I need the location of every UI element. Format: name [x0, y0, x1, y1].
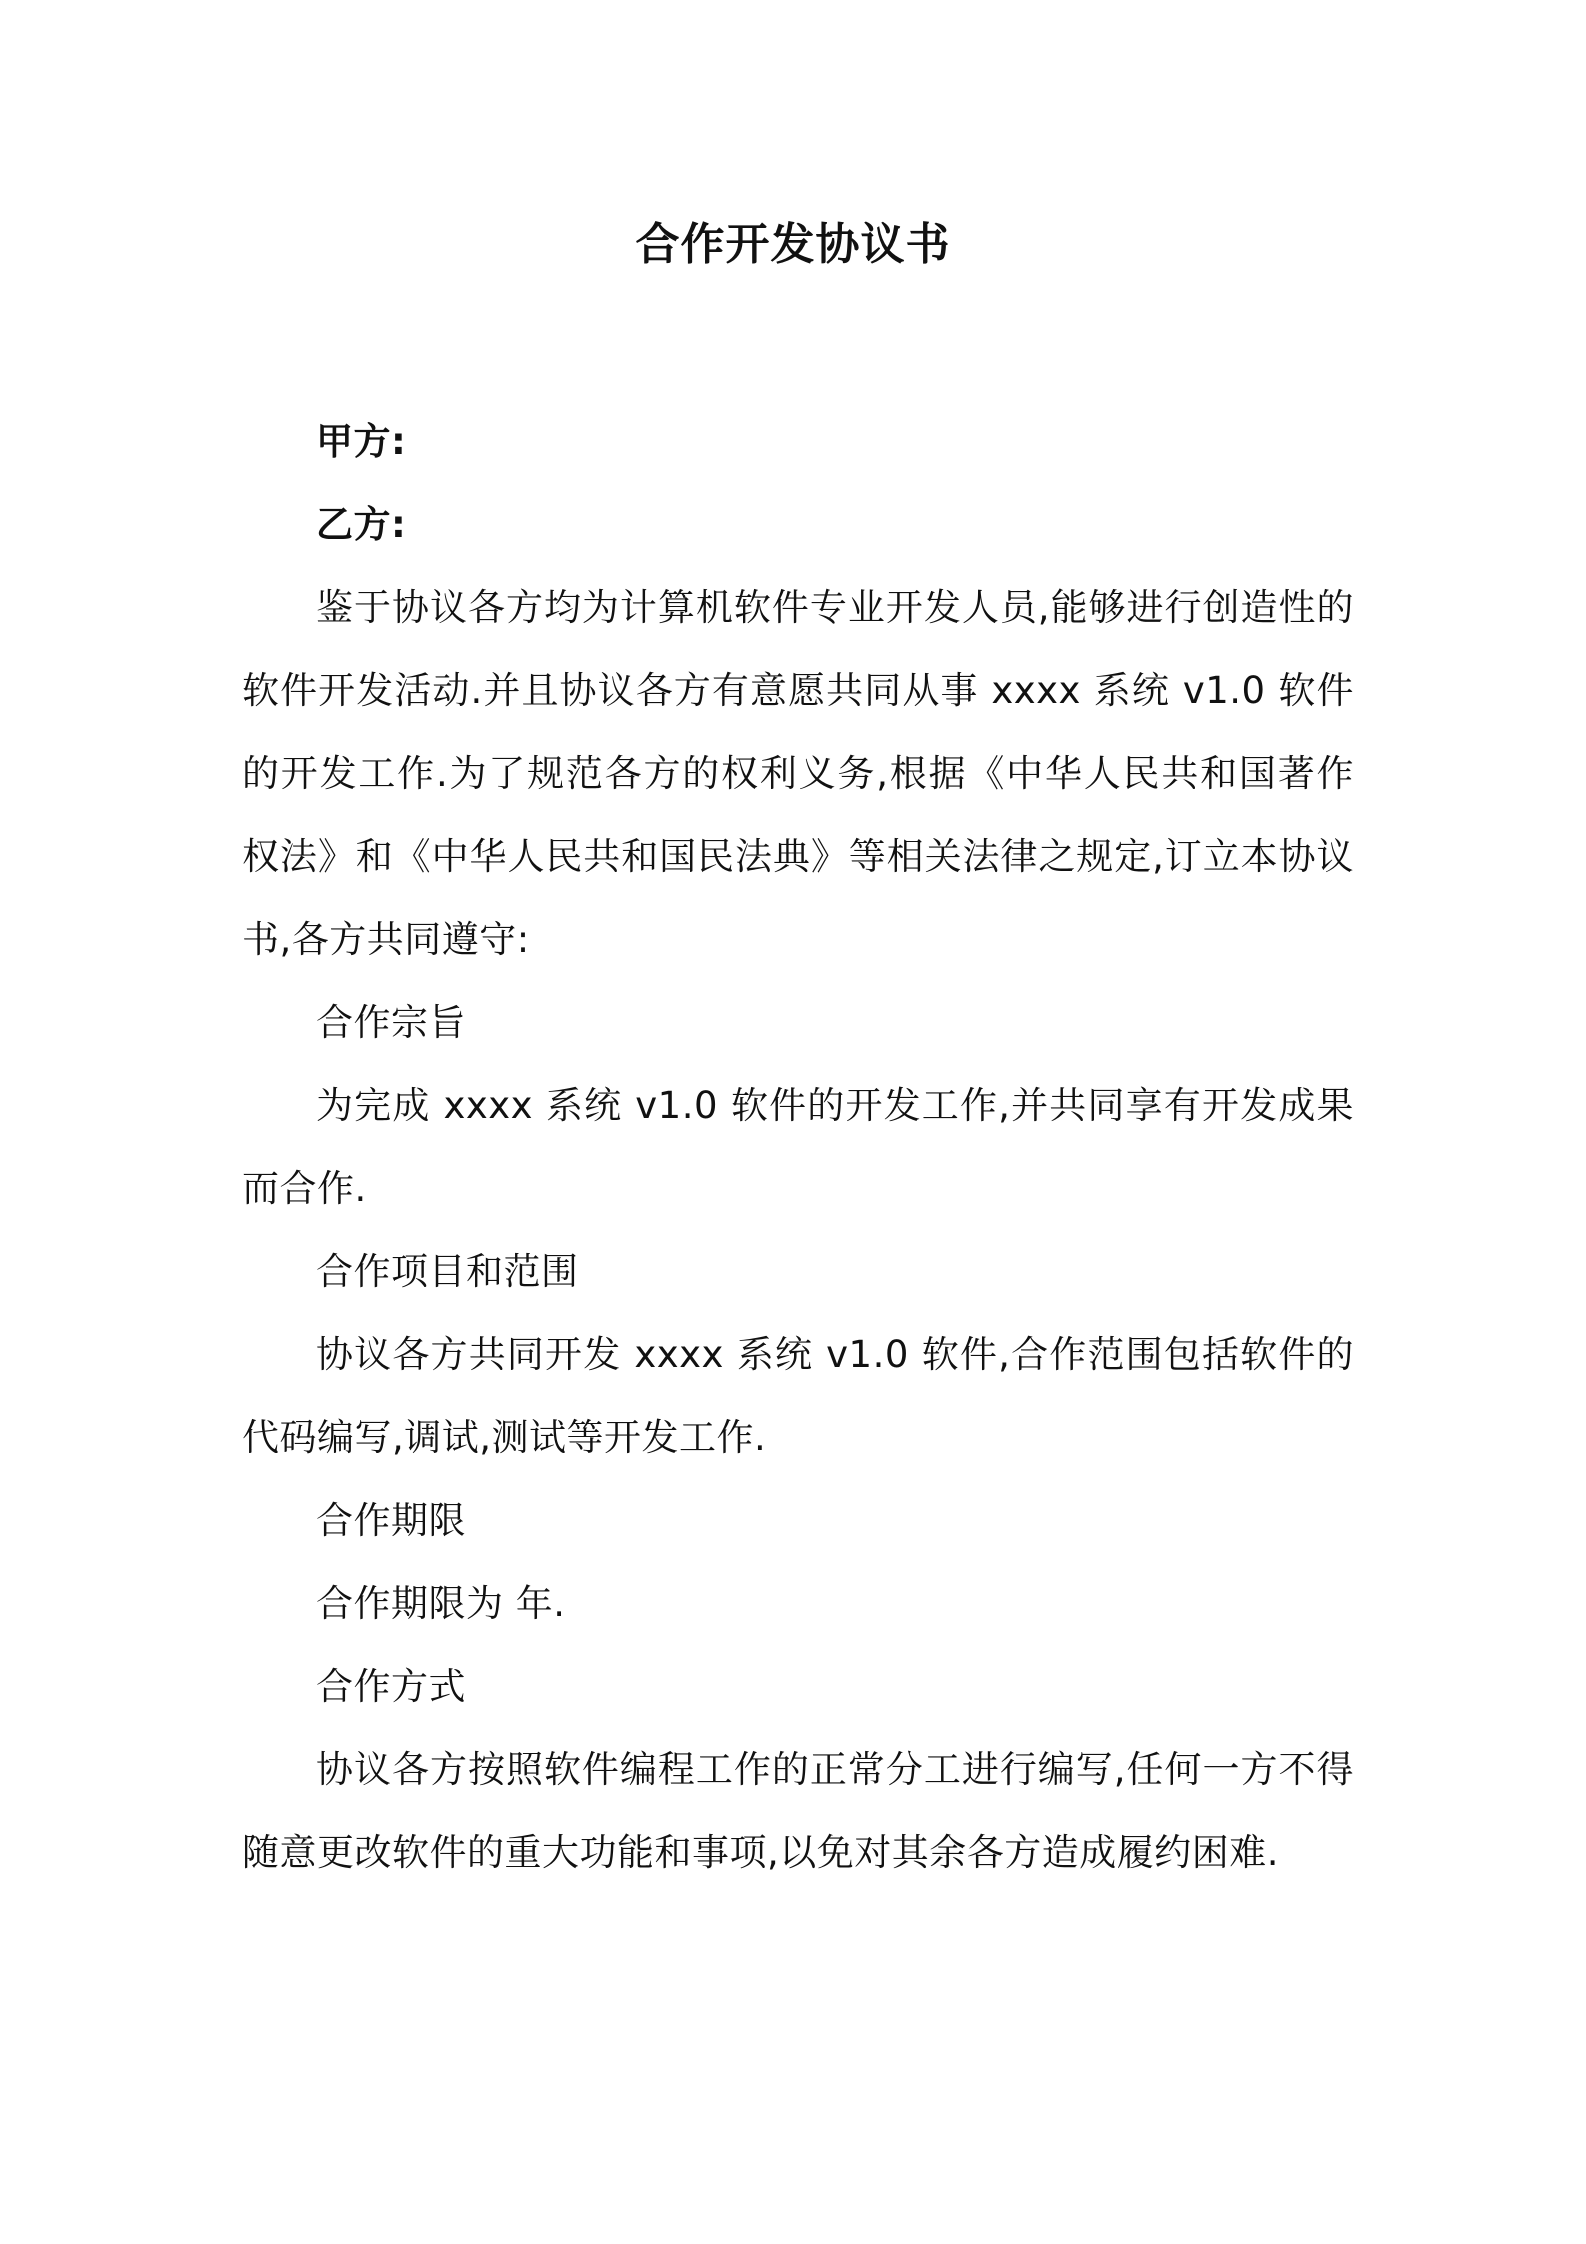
section-heading-term: 合作期限 — [316, 1499, 466, 1542]
section-text-purpose: 为完成 xxxx 系统 v1.0 软件的开发工作,并共同享有开发成果而合作. — [242, 1084, 1354, 1210]
document-body — [242, 400, 1354, 1894]
party-b-label: 乙方: — [316, 503, 407, 546]
section-heading-purpose: 合作宗旨 — [316, 1001, 466, 1044]
section-heading-method: 合作方式 — [316, 1665, 466, 1708]
section-text-method: 协议各方按照软件编程工作的正常分工进行编写,任何一方不得随意更改软件的重大功能和事项,以免对其余各方造成履约困难. — [242, 1748, 1354, 1874]
section-text-scope: 协议各方共同开发 xxxx 系统 v1.0 软件,合作范围包括软件的代码编写,调试,测试等开发工作. — [242, 1333, 1354, 1459]
party-a-label: 甲方: — [316, 420, 407, 463]
preamble-paragraph: 鉴于协议各方均为计算机软件专业开发人员,能够进行创造性的软件开发活动.并且协议各方有意愿共同从事 xxxx 系统 v1.0 软件的开发工作.为了规范各方的权利义务,根据《中华人民共和国著作权法》和《中华人民共和国民法典》等相关法律之规定,订立本协议书,各方共同遵守: — [242, 586, 1354, 961]
section-heading-scope: 合作项目和范围 — [316, 1250, 579, 1293]
document-title: 合作开发协议书 — [635, 219, 951, 270]
section-text-term: 合作期限为 年. — [316, 1582, 566, 1625]
